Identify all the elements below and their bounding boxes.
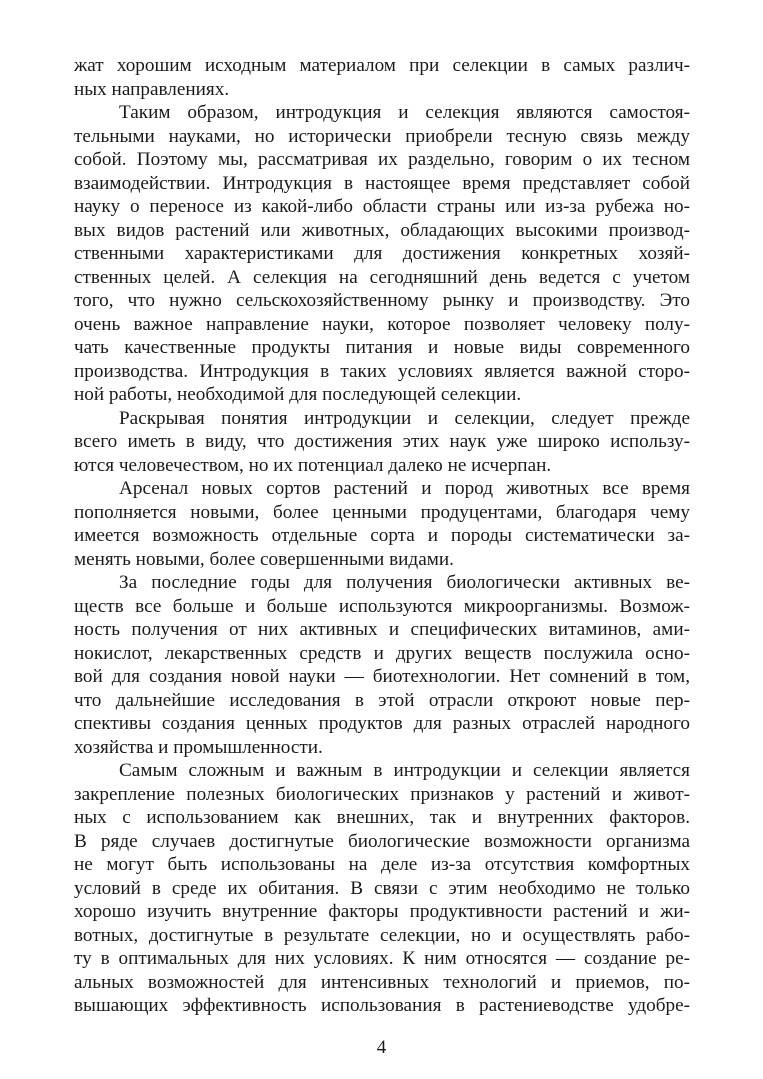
paragraph	[74, 407, 690, 478]
text-line: нокислот, лекарственных средств и других веществ послужила осно-	[74, 642, 690, 664]
page-number: 4	[376, 1037, 387, 1058]
paragraph	[74, 54, 690, 101]
text-line: тельными науками, но исторически приобрели тесную связь между	[74, 125, 690, 147]
text-line: ность получения от них активных и специфических витаминов, ами-	[74, 619, 690, 640]
text-line: науку о переносе из какой-либо области страны или из-за рубежа но-	[74, 196, 690, 217]
text-line: ной работы, необходимой для последующей селекции.	[74, 384, 522, 405]
text-line: хорошо изучить внутренние факторы продуктивности растений и жи-	[74, 901, 690, 922]
text-line: ются человечеством, но их потенциал далеко не исчерпан.	[74, 454, 552, 476]
text-line: того, что нужно сельскохозяйственному рынку и производству. Это	[74, 290, 690, 311]
text-column	[74, 54, 690, 1018]
text-line: что дальнейшие исследования в этой отрасли откроют новые пер-	[74, 689, 690, 711]
text-line: взаимодействии. Интродукция в настоящее время представляет собой	[74, 172, 690, 194]
paragraph	[74, 759, 690, 1018]
text-line: вых видов растений или животных, обладающих высокими производ-	[74, 219, 690, 241]
text-line: спективы создания ценных продуктов для разных отраслей народного	[74, 713, 690, 734]
text-line: Раскрывая понятия интродукции и селекции, следует прежде	[119, 407, 690, 429]
text-line: очень важное направление науки, которое позволяет человеку полу-	[74, 313, 690, 335]
text-line: менять новыми, более совершенными видами.	[74, 548, 454, 570]
text-line: ственными характеристиками для достижения конкретных хозяй-	[74, 243, 690, 264]
text-line: вотных, достигнутые в результате селекции, но и осуществлять рабо-	[74, 924, 690, 946]
text-line: Самым сложным и важным в интродукции и селекции является	[119, 760, 690, 781]
text-line: производства. Интродукция в таких условиях является важной сторо-	[74, 360, 690, 382]
text-line: собой. Поэтому мы, рассматривая их раздельно, говорим о их тесном	[74, 149, 690, 170]
text-line: Арсенал новых сортов растений и пород животных все время	[119, 478, 690, 499]
text-line: ственных целей. А селекция на сегодняшний день ведется с учетом	[74, 266, 690, 288]
paragraph	[74, 477, 690, 571]
text-line: ту в оптимальных для них условиях. К ним относятся — создание ре-	[74, 948, 690, 969]
text-line: За последние годы для получения биологически активных ве-	[119, 572, 690, 593]
page-body	[74, 54, 690, 1018]
text-line: Таким образом, интродукция и селекция являются самостоя-	[119, 102, 690, 123]
text-line: не могут быть использованы на деле из-за отсутствия комфортных	[74, 854, 690, 875]
text-line: В ряде случаев достигнутые биологические возможности организма	[74, 830, 690, 852]
text-line: вой для создания новой науки — биотехнологии. Нет сомнений в том,	[74, 666, 690, 687]
text-line: ных направлениях.	[74, 78, 230, 100]
text-line: условий в среде их обитания. В связи с этим необходимо не только	[74, 877, 690, 899]
text-line: закрепление полезных биологических признаков у растений и живот-	[74, 783, 690, 805]
text-line: всего иметь в виду, что достижения этих наук уже широко использу-	[74, 431, 690, 452]
text-line: хозяйства и промышленности.	[74, 736, 323, 758]
text-line: вышающих эффективность использования в растениеводстве удобре-	[74, 995, 690, 1016]
text-line: ных с использованием как внешних, так и внутренних факторов.	[74, 807, 690, 828]
paragraph	[74, 571, 690, 759]
text-line: жат хорошим исходным материалом при селекции в самых различ-	[74, 55, 690, 76]
text-line: пополняется новыми, более ценными продуцентами, благодаря чему	[74, 501, 690, 523]
text-line: альных возможностей для интенсивных технологий и приемов, по-	[74, 971, 690, 993]
text-line: чать качественные продукты питания и новые виды современного	[74, 337, 690, 358]
paragraph	[74, 101, 690, 407]
text-line: ществ все больше и больше используются микроорганизмы. Возмож-	[74, 595, 690, 617]
text-line: имеется возможность отдельные сорта и породы систематически за-	[74, 525, 690, 546]
